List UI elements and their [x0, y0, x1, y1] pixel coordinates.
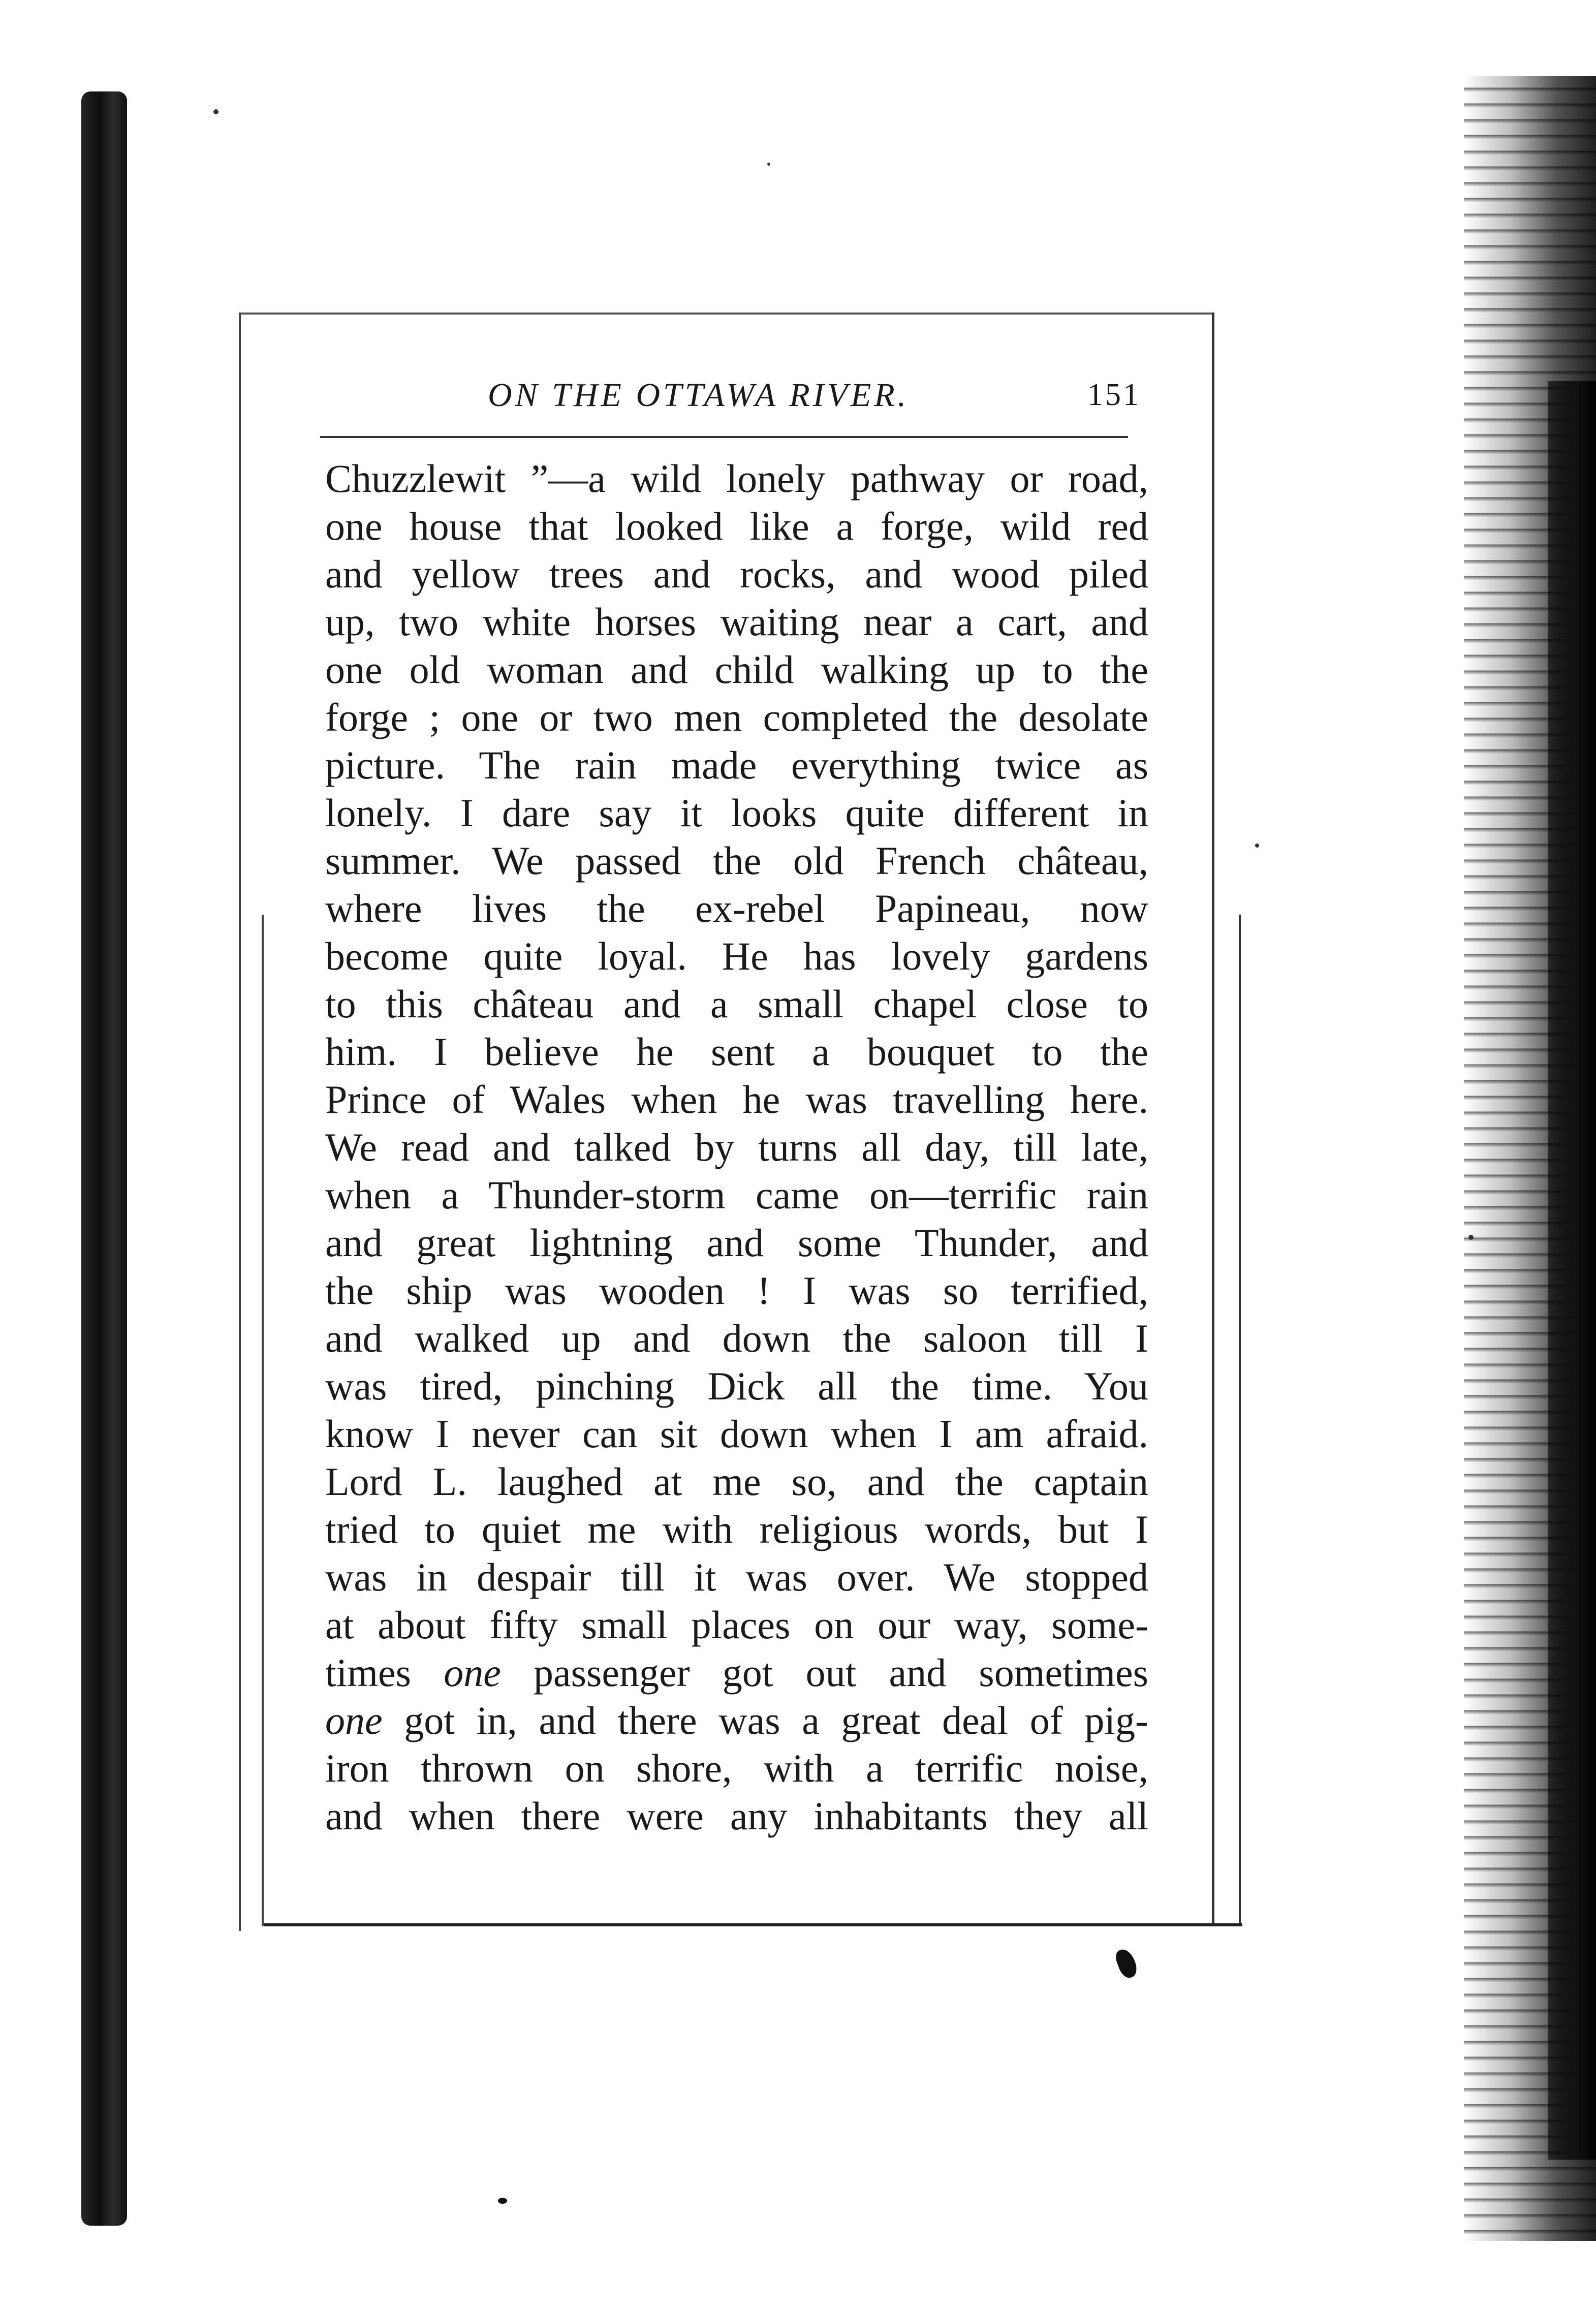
text-line: one old woman and child walking up to the — [325, 647, 1148, 692]
page-edge-dark-band — [1548, 381, 1596, 2160]
text-line-with-italic — [325, 1649, 1148, 1697]
text-line: We read and talked by turns all day, till late, — [325, 1125, 1148, 1169]
text-line: when a Thunder-storm came on—terrific rain — [325, 1173, 1148, 1217]
text-line: picture. The rain made everything twice as — [325, 743, 1148, 787]
text-line: forge ; one or two men completed the desolate — [325, 695, 1148, 739]
text-line: tried to quiet me with religious words, but I — [325, 1507, 1148, 1551]
text-line: at about fifty small places on our way, some- — [325, 1603, 1148, 1647]
text-line: summer. We passed the old French château, — [325, 838, 1148, 883]
body-text — [325, 455, 1148, 1840]
text-line: become quite loyal. He has lovely gardens — [325, 934, 1148, 978]
frame-right-border — [1212, 313, 1214, 1926]
italic-word: one — [325, 1698, 383, 1742]
dust-speck — [767, 163, 770, 166]
frame-left-border — [239, 313, 241, 1931]
text-line: lonely. I dare say it looks quite different in — [325, 791, 1148, 835]
text-line: know I never can sit down when I am afraid. — [325, 1412, 1148, 1456]
frame-left-inner-border — [262, 915, 264, 1926]
text-line: was in despair till it was over. We stopped — [325, 1555, 1148, 1599]
text-line: one house that looked like a forge, wild red — [325, 504, 1148, 548]
text-line: Prince of Wales when he was travelling here. — [325, 1077, 1148, 1121]
italic-word: one — [444, 1650, 501, 1695]
text-line: was tired, pinching Dick all the time. You — [325, 1364, 1148, 1408]
dust-speck — [1468, 1235, 1474, 1240]
text-fragment: got in, and there was a great deal of pig- — [382, 1698, 1148, 1742]
text-line: and great lightning and some Thunder, and — [325, 1221, 1148, 1265]
page-edge-shadow — [1464, 76, 1596, 2241]
dust-speck — [498, 2198, 507, 2204]
text-line: him. I believe he sent a bouquet to the — [325, 1029, 1148, 1074]
text-line: up, two white horses waiting near a cart, and — [325, 600, 1148, 644]
running-head: ON THE OTTAWA RIVER. — [488, 377, 910, 414]
frame-right-inner-border — [1239, 915, 1241, 1926]
ink-blot — [1113, 1947, 1140, 1980]
text-line: and when there were any inhabitants they all — [325, 1794, 1148, 1838]
book-spine-shadow — [81, 91, 127, 2226]
text-fragment: passenger got out and sometimes — [500, 1650, 1148, 1695]
page-number: 151 — [1087, 378, 1141, 412]
text-line: where lives the ex-rebel Papineau, now — [325, 886, 1148, 930]
text-line: Chuzzlewit ”—a wild lonely pathway or road, — [325, 456, 1148, 501]
text-line-with-italic — [325, 1697, 1148, 1744]
text-line: and walked up and down the saloon till I — [325, 1316, 1148, 1360]
text-fragment: times — [325, 1650, 444, 1695]
dust-speck — [1255, 844, 1259, 848]
frame-bottom-border — [264, 1923, 1242, 1926]
text-line: Lord L. laughed at me so, and the captain — [325, 1459, 1148, 1504]
frame-top-border — [239, 313, 1212, 315]
text-line: the ship was wooden ! I was so terrified, — [325, 1268, 1148, 1313]
text-line: and yellow trees and rocks, and wood piled — [325, 552, 1148, 596]
text-line: to this château and a small chapel close to — [325, 982, 1148, 1026]
dust-speck — [213, 109, 218, 114]
text-line: iron thrown on shore, with a terrific noise, — [325, 1746, 1148, 1790]
header-rule — [320, 436, 1128, 438]
